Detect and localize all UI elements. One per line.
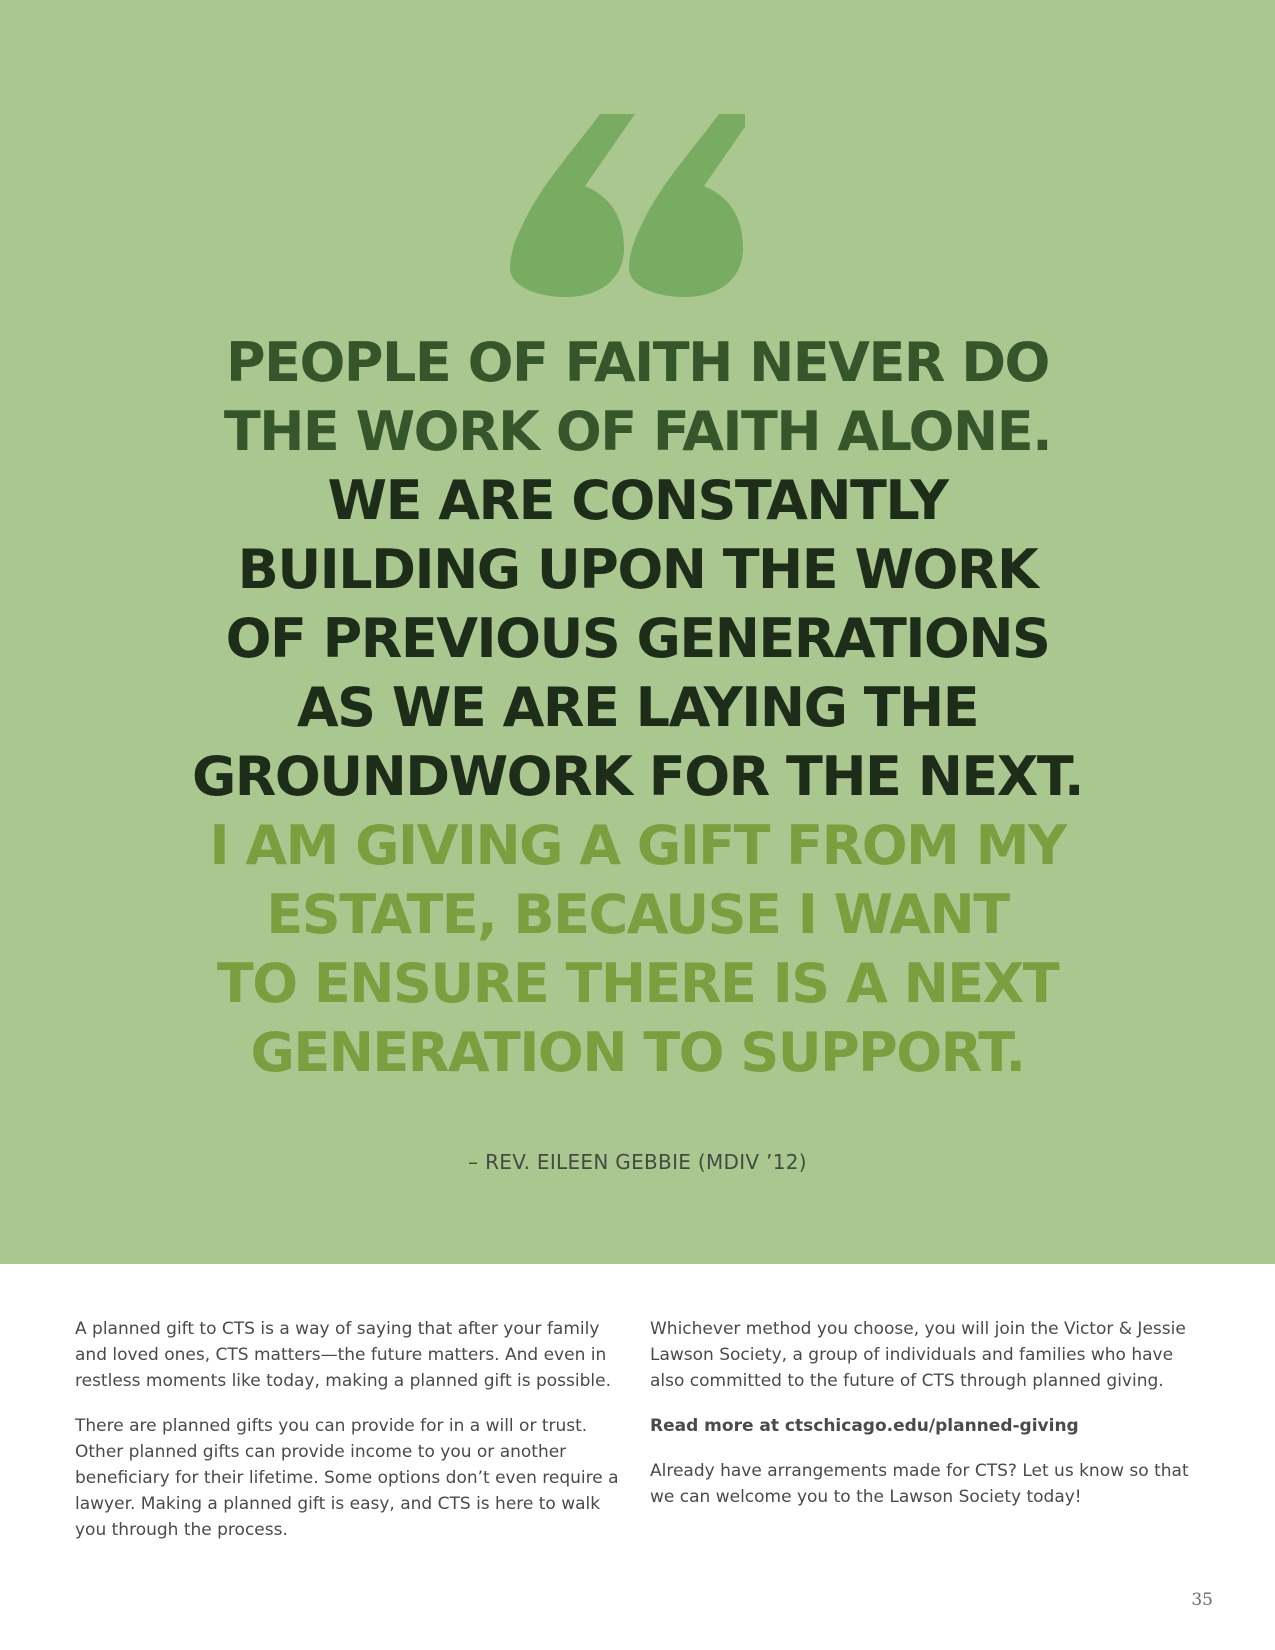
quote-line: OF PREVIOUS GENERATIONS (225, 607, 1050, 670)
quote-line: AS WE ARE LAYING THE (296, 676, 979, 739)
body-column-left (75, 1316, 635, 1562)
body-paragraph: A planned gift to CTS is a way of saying that after your family and loved ones, CTS matters—the future matters. And even in restless moments like today, making a planned gift is possible. (75, 1319, 611, 1391)
quote-line: BUILDING UPON THE WORK (237, 538, 1038, 601)
read-more-link[interactable]: Read more at ctschicago.edu/planned-giving (650, 1416, 1079, 1436)
body-column-right (650, 1316, 1210, 1529)
quote-line: THE WORK OF FAITH ALONE. (223, 400, 1052, 463)
quote-line: GROUNDWORK FOR THE NEXT. (191, 745, 1084, 808)
quote-line: GENERATION TO SUPPORT. (250, 1021, 1025, 1084)
quote-line: I AM GIVING A GIFT FROM MY (209, 814, 1066, 877)
body-paragraph: Already have arrangements made for CTS? Let us know so that we can welcome you to the Lawson Society today! (650, 1461, 1189, 1507)
body-paragraph: Whichever method you choose, you will join the Victor & Jessie Lawson Society, a group of individuals and families who have also committed to the future of CTS through planned giving. (650, 1319, 1186, 1391)
quote-attribution: – REV. EILEEN GEBBIE (MDIV ’12) (468, 1150, 807, 1174)
page-number: 35 (1191, 1590, 1213, 1610)
pull-quote (110, 328, 1165, 1087)
quote-line: PEOPLE OF FAITH NEVER DO (226, 331, 1049, 394)
quote-line: ESTATE, BECAUSE I WANT (266, 883, 1009, 946)
quotation-mark-icon (510, 114, 745, 297)
body-paragraph: There are planned gifts you can provide for in a will or trust. Other planned gifts can provide income to you or another beneficiary for their lifetime. Some options don’t even require a lawyer. Making a planned gift is easy, and CTS is here to walk you through the process. (75, 1416, 619, 1540)
quote-line: WE ARE CONSTANTLY (327, 469, 948, 532)
quote-line: TO ENSURE THERE IS A NEXT (216, 952, 1059, 1015)
